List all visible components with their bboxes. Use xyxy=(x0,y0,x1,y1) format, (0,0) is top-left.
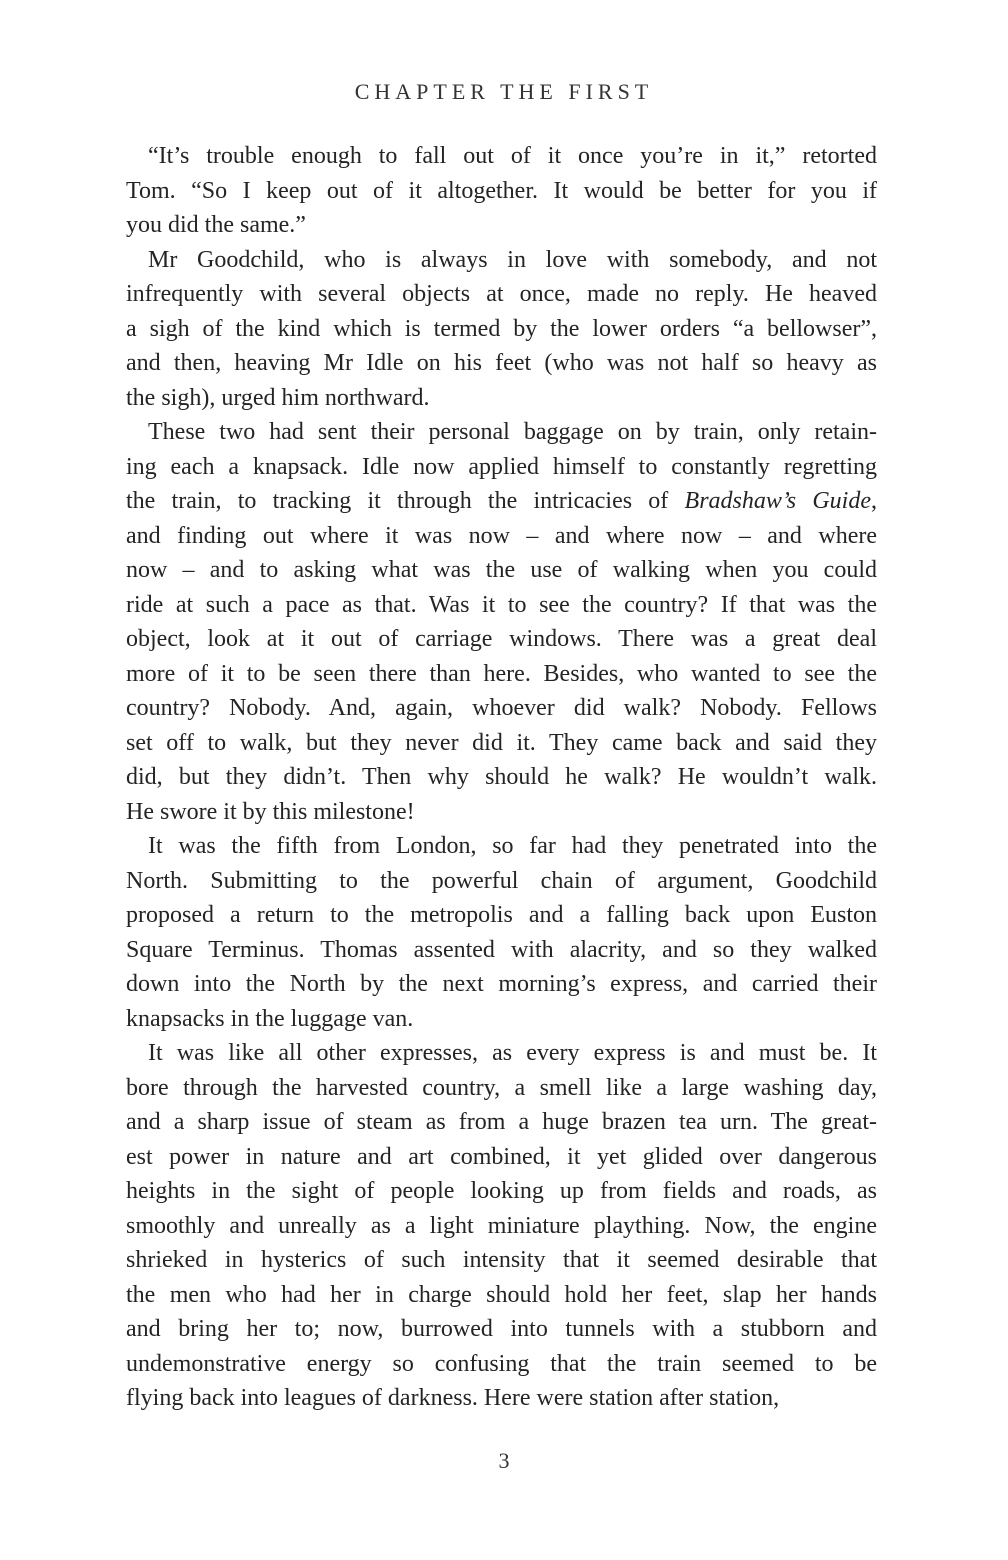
italic-text: Bradshaw’s Guide xyxy=(684,488,871,514)
text-line: and finding out where it was now – and where now – and where xyxy=(126,522,877,549)
text-line: North. Submitting to the powerful chain of argument, Goodchild xyxy=(126,867,877,894)
paragraph xyxy=(126,139,877,243)
text-line: smoothly and unreally as a light miniature plaything. Now, the engine xyxy=(126,1212,877,1239)
text-line: heights in the sight of people looking up from fields and roads, as xyxy=(126,1178,877,1204)
text-line: now – and to asking what was the use of walking when you could xyxy=(126,557,877,583)
text-line: knapsacks in the luggage van. xyxy=(126,1005,414,1032)
text-line: set off to walk, but they never did it. They came back and said they xyxy=(126,729,877,756)
text-line: Tom. “So I keep out of it altogether. It would be better for you if xyxy=(126,177,877,204)
text-line: Square Terminus. Thomas assented with alacrity, and so they walked xyxy=(126,936,877,963)
text-line: “It’s trouble enough to fall out of it once you’re in it,” retorted xyxy=(148,143,877,169)
text-line: These two had sent their personal baggage on by train, only retain- xyxy=(148,419,877,445)
text-line: proposed a return to the metropolis and a falling back upon Euston xyxy=(126,902,877,928)
text-line: the train, to tracking it through the intricacies of Bradshaw’s Guide, xyxy=(126,488,877,514)
text-line: and a sharp issue of steam as from a huge brazen tea urn. The great- xyxy=(126,1109,877,1135)
text-line: Mr Goodchild, who is always in love with somebody, and not xyxy=(148,246,877,273)
text-line: more of it to be seen there than here. Besides, who wanted to see the xyxy=(126,660,877,687)
paragraph xyxy=(126,829,877,1036)
text-line: est power in nature and art combined, it yet glided over dangerous xyxy=(126,1143,877,1170)
text-line: He swore it by this milestone! xyxy=(126,798,415,825)
text-line: did, but they didn’t. Then why should he walk? He wouldn’t walk. xyxy=(126,764,877,790)
text-line: It was the fifth from London, so far had they penetrated into the xyxy=(148,833,877,859)
text-line: and then, heaving Mr Idle on his feet (who was not half so heavy as xyxy=(126,350,877,376)
body-text xyxy=(126,139,877,1416)
text-line: object, look at it out of carriage windows. There was a great deal xyxy=(126,626,877,652)
text-line: flying back into leagues of darkness. Here were station after station, xyxy=(126,1385,780,1411)
text-line: It was like all other expresses, as every express is and must be. It xyxy=(148,1040,877,1066)
text-line: you did the same.” xyxy=(126,212,306,238)
text-line: undemonstrative energy so confusing that the train seemed to be xyxy=(126,1350,877,1377)
paragraph xyxy=(126,243,877,416)
text-line: the sigh), urged him northward. xyxy=(126,384,430,411)
page-number: 3 xyxy=(498,1448,510,1473)
paragraph xyxy=(126,415,877,829)
paragraph xyxy=(126,1036,877,1416)
text-line: down into the North by the next morning’s express, and carried their xyxy=(126,971,877,997)
text-line: ride at such a pace as that. Was it to see the country? If that was the xyxy=(126,591,877,618)
text-line: the men who had her in charge should hold her feet, slap her hands xyxy=(126,1281,877,1308)
chapter-heading: CHAPTER THE FIRST xyxy=(354,79,654,104)
text-line: country? Nobody. And, again, whoever did walk? Nobody. Fellows xyxy=(126,695,877,721)
text-line: shrieked in hysterics of such intensity that it seemed desirable that xyxy=(126,1247,877,1273)
text-line: and bring her to; now, burrowed into tunnels with a stubborn and xyxy=(126,1316,877,1342)
text-line: infrequently with several objects at once, made no reply. He heaved xyxy=(126,281,877,307)
text-line: bore through the harvested country, a smell like a large washing day, xyxy=(126,1074,877,1101)
text-line: a sigh of the kind which is termed by the lower orders “a bellowser”, xyxy=(126,315,877,342)
text-line: ing each a knapsack. Idle now applied himself to constantly regretting xyxy=(126,453,877,480)
